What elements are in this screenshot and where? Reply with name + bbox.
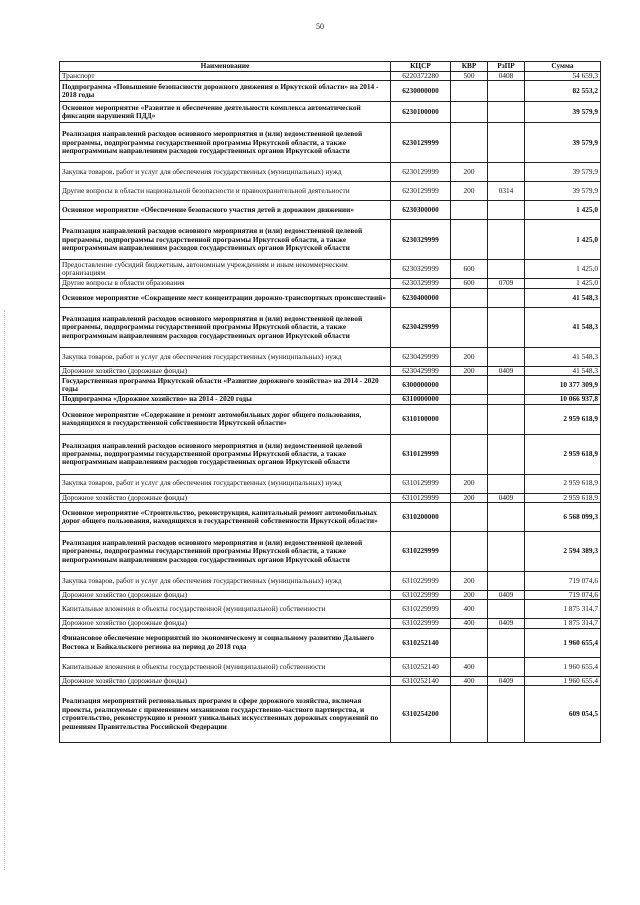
table-row <box>60 474 601 493</box>
table-cell-kvr <box>451 532 488 572</box>
table-cell-kvr <box>451 102 488 123</box>
table-cell-rzpr <box>488 163 525 182</box>
table-row <box>60 434 601 474</box>
table-cell-kvr: 500 <box>451 72 488 81</box>
table-row <box>60 591 601 600</box>
table-cell-kvr: 200 <box>451 182 488 201</box>
table-cell-rzpr <box>488 376 525 395</box>
table-cell-sum: 39 579,9 <box>525 163 601 182</box>
table-cell-name: Основное мероприятие «Развитие и обеспечение деятельности комплекса автоматической фиксации нарушений ПДД» <box>60 102 391 123</box>
table-cell-name: Закупка товаров, работ и услуг для обеспечения государственных (муниципальных) нужд <box>60 163 391 182</box>
table-cell-name: Другие вопросы в области национальной безопасности и правоохранительной деятельности <box>60 182 391 201</box>
table-row <box>60 366 601 375</box>
table-cell-rzpr <box>488 628 525 657</box>
table-cell-rzpr <box>488 260 525 279</box>
table-cell-rzpr <box>488 434 525 474</box>
table-cell-kcsr: 6230429999 <box>391 307 451 347</box>
table-row <box>60 220 601 260</box>
table-cell-kvr: 200 <box>451 572 488 591</box>
table-cell-kvr <box>451 307 488 347</box>
table-cell-rzpr <box>488 102 525 123</box>
table-row <box>60 260 601 279</box>
table-cell-name: Подпрограмма «Повышение безопасности дорожного движения в Иркутской области» на 2014 - 2018 годы <box>60 81 391 102</box>
table-cell-name: Дорожное хозяйство (дорожные фонды) <box>60 676 391 685</box>
table-cell-kcsr: 6310229999 <box>391 572 451 591</box>
table-cell-kvr <box>451 123 488 163</box>
table-cell-name: Дорожное хозяйство (дорожные фонды) <box>60 591 391 600</box>
table-cell-sum: 609 054,5 <box>525 686 601 743</box>
table-row <box>60 123 601 163</box>
table-cell-kcsr: 6310129999 <box>391 434 451 474</box>
table-cell-rzpr <box>488 572 525 591</box>
table-cell-kcsr: 6230129999 <box>391 123 451 163</box>
table-cell-sum: 1 875 314,7 <box>525 600 601 619</box>
table-row <box>60 72 601 81</box>
header-rzpr: РзПР <box>488 62 525 72</box>
table-cell-rzpr: 0314 <box>488 182 525 201</box>
page-number: 50 <box>316 22 324 31</box>
table-row <box>60 686 601 743</box>
table-cell-kvr <box>451 503 488 532</box>
table-cell-sum: 2 959 618,9 <box>525 493 601 502</box>
table-cell-rzpr <box>488 532 525 572</box>
table-row <box>60 376 601 395</box>
table-cell-rzpr <box>488 600 525 619</box>
table-cell-kcsr: 6230329999 <box>391 260 451 279</box>
table-cell-name: Реализация направлений расходов основного мероприятия и (или) ведомственной целевой программы, подпрограммы государственной программы Иркутской области, а также непрограммным направлениям расходов государственных органов Иркутской области <box>60 123 391 163</box>
table-row <box>60 395 601 404</box>
table-cell-kvr: 200 <box>451 493 488 502</box>
table-cell-name: Капитальные вложения в объекты государственной (муниципальной) собственности <box>60 600 391 619</box>
table-cell-rzpr: 0409 <box>488 676 525 685</box>
table-cell-rzpr: 0408 <box>488 72 525 81</box>
table-row <box>60 493 601 502</box>
table-cell-name: Реализация направлений расходов основного мероприятия и (или) ведомственной целевой программы, подпрограммы государственной программы Иркутской области, а также непрограммным направлениям расходов государственных органов Иркутской области <box>60 220 391 260</box>
table-cell-kvr <box>451 376 488 395</box>
table-cell-rzpr <box>488 201 525 220</box>
table-cell-name: Реализация направлений расходов основного мероприятия и (или) ведомственной целевой программы, подпрограммы государственной программы Иркутской области, а также непрограммным направлениям расходов государственных органов Иркутской области <box>60 307 391 347</box>
table-cell-rzpr <box>488 347 525 366</box>
table-cell-kvr <box>451 686 488 743</box>
table-cell-name: Дорожное хозяйство (дорожные фонды) <box>60 366 391 375</box>
table-cell-kcsr: 6230329999 <box>391 220 451 260</box>
table-cell-name: Финансовое обеспечение мероприятий по экономическому и социальному развитию Дальнего Востока и Байкальского региона на период до 2018 года <box>60 628 391 657</box>
table-cell-name: Капитальные вложения в объекты государственной (муниципальной) собственности <box>60 657 391 676</box>
table-cell-name: Дорожное хозяйство (дорожные фонды) <box>60 619 391 628</box>
table-cell-kcsr: 6300000000 <box>391 376 451 395</box>
table-row <box>60 532 601 572</box>
table-cell-sum: 1 425,0 <box>525 220 601 260</box>
table-header-row <box>60 62 601 72</box>
table-cell-sum: 39 579,9 <box>525 182 601 201</box>
table-cell-rzpr <box>488 657 525 676</box>
table-cell-rzpr <box>488 123 525 163</box>
table-cell-kcsr: 6310252140 <box>391 628 451 657</box>
table-cell-sum: 1 425,0 <box>525 260 601 279</box>
table-cell-kcsr: 6230100000 <box>391 102 451 123</box>
table-row <box>60 676 601 685</box>
table-row <box>60 279 601 288</box>
table-cell-sum: 1 960 655,4 <box>525 657 601 676</box>
table-cell-kcsr: 6310129999 <box>391 474 451 493</box>
table-cell-kcsr: 6230000000 <box>391 81 451 102</box>
table-cell-name: Реализация направлений расходов основного мероприятия и (или) ведомственной целевой программы, подпрограммы государственной программы Иркутской области, а также непрограммным направлениям расходов государственных органов Иркутской области <box>60 434 391 474</box>
table-cell-sum: 719 074,6 <box>525 591 601 600</box>
table-cell-kcsr: 6310252140 <box>391 657 451 676</box>
table-cell-rzpr <box>488 288 525 307</box>
table-row <box>60 628 601 657</box>
table-cell-rzpr: 0409 <box>488 493 525 502</box>
table-row <box>60 503 601 532</box>
table-cell-kvr: 400 <box>451 657 488 676</box>
table-row <box>60 307 601 347</box>
table-cell-kcsr: 6230300000 <box>391 201 451 220</box>
table-cell-sum: 39 579,9 <box>525 102 601 123</box>
table-cell-rzpr: 0409 <box>488 366 525 375</box>
table-cell-rzpr <box>488 686 525 743</box>
table-row <box>60 600 601 619</box>
table-cell-kcsr: 6230400000 <box>391 288 451 307</box>
table-row <box>60 404 601 434</box>
table-cell-kvr <box>451 395 488 404</box>
table-cell-sum: 2 959 618,9 <box>525 434 601 474</box>
table-cell-kcsr: 6310252140 <box>391 676 451 685</box>
table-cell-name: Предоставление субсидий бюджетным, автономным учреждениям и иным некоммерческим организациям <box>60 260 391 279</box>
table-cell-rzpr: 0409 <box>488 591 525 600</box>
table-row <box>60 163 601 182</box>
table-cell-kvr <box>451 434 488 474</box>
table-cell-name: Закупка товаров, работ и услуг для обеспечения государственных (муниципальных) нужд <box>60 347 391 366</box>
table-row <box>60 102 601 123</box>
table-cell-kvr: 400 <box>451 600 488 619</box>
table-cell-kvr: 200 <box>451 474 488 493</box>
table-cell-sum: 54 659,3 <box>525 72 601 81</box>
table-cell-rzpr <box>488 503 525 532</box>
table-row <box>60 619 601 628</box>
table-cell-kcsr: 6310229999 <box>391 600 451 619</box>
table-cell-name: Другие вопросы в области образования <box>60 279 391 288</box>
table-cell-name: Основное мероприятие «Обеспечение безопасного участия детей в дорожном движении» <box>60 201 391 220</box>
table-cell-name: Закупка товаров, работ и услуг для обеспечения государственных (муниципальных) нужд <box>60 474 391 493</box>
table-cell-name: Дорожное хозяйство (дорожные фонды) <box>60 493 391 502</box>
table-cell-sum: 2 594 389,3 <box>525 532 601 572</box>
table-cell-name: Основное мероприятие «Содержание и ремонт автомобильных дорог общего пользования, находящихся в государственной собственности Иркутской области» <box>60 404 391 434</box>
table-cell-name: Основное мероприятие «Сокращение мест концентрации дорожно-транспортных происшествий» <box>60 288 391 307</box>
table-cell-kcsr: 6230429999 <box>391 347 451 366</box>
table-cell-sum: 41 548,3 <box>525 307 601 347</box>
table-cell-kvr: 600 <box>451 260 488 279</box>
header-name: Наименование <box>60 62 391 72</box>
table-cell-rzpr <box>488 81 525 102</box>
table-cell-name: Транспорт <box>60 72 391 81</box>
table-cell-name: Основное мероприятие «Строительство, реконструкция, капитальный ремонт автомобильных дорог общего пользования, находящихся в государственной собственности Иркутской области» <box>60 503 391 532</box>
table-cell-kvr: 200 <box>451 366 488 375</box>
table-cell-sum: 1 875 314,7 <box>525 619 601 628</box>
table-cell-kcsr: 6230129999 <box>391 182 451 201</box>
table-cell-kcsr: 6310229999 <box>391 532 451 572</box>
table-row <box>60 572 601 591</box>
table-cell-name: Государственная программа Иркутской области «Развитие дорожного хозяйства» на 2014 - 2020 годы <box>60 376 391 395</box>
table-cell-kcsr: 6310000000 <box>391 395 451 404</box>
table-cell-kvr <box>451 628 488 657</box>
table-cell-kcsr: 6310100000 <box>391 404 451 434</box>
table-cell-rzpr <box>488 404 525 434</box>
table-cell-kvr: 600 <box>451 279 488 288</box>
table-cell-kvr: 200 <box>451 591 488 600</box>
table-cell-rzpr <box>488 395 525 404</box>
table-cell-kvr: 200 <box>451 163 488 182</box>
table-cell-sum: 1 960 655,4 <box>525 628 601 657</box>
table-cell-kcsr: 6220372280 <box>391 72 451 81</box>
table-cell-sum: 10 377 309,9 <box>525 376 601 395</box>
header-kcsr: КЦСР <box>391 62 451 72</box>
table-cell-sum: 1 425,0 <box>525 279 601 288</box>
table-cell-sum: 2 959 618,9 <box>525 404 601 434</box>
table-cell-kvr <box>451 404 488 434</box>
table-cell-sum: 6 568 099,3 <box>525 503 601 532</box>
table-cell-kvr <box>451 288 488 307</box>
budget-table-container <box>59 61 600 743</box>
table-cell-kvr: 200 <box>451 347 488 366</box>
table-cell-sum: 10 066 937,8 <box>525 395 601 404</box>
table-cell-kcsr: 6230429999 <box>391 366 451 375</box>
table-body <box>60 72 601 743</box>
table-cell-kvr: 400 <box>451 619 488 628</box>
table-cell-kcsr: 6310129999 <box>391 493 451 502</box>
margin-scan-artifact <box>4 310 7 870</box>
table-row <box>60 347 601 366</box>
table-cell-kvr <box>451 220 488 260</box>
budget-table <box>59 61 601 743</box>
table-cell-sum: 1 960 655,4 <box>525 676 601 685</box>
table-cell-kvr <box>451 201 488 220</box>
table-row <box>60 81 601 102</box>
table-cell-sum: 719 074,6 <box>525 572 601 591</box>
header-sum: Сумма <box>525 62 601 72</box>
table-row <box>60 201 601 220</box>
table-cell-sum: 2 959 618,9 <box>525 474 601 493</box>
table-cell-sum: 1 425,0 <box>525 201 601 220</box>
table-cell-sum: 39 579,9 <box>525 123 601 163</box>
table-cell-name: Реализация мероприятий региональных программ в сфере дорожного хозяйства, включая проекты, реализуемые с применением механизмов государственно-частного партнерства, и строительство, реконструкцию и ремонт уникальных искусственных дорожных сооружений по решениям Правительства Российской Федерации <box>60 686 391 743</box>
table-cell-sum: 41 548,3 <box>525 288 601 307</box>
table-cell-kcsr: 6310229999 <box>391 591 451 600</box>
table-cell-rzpr <box>488 474 525 493</box>
table-cell-name: Подпрограмма «Дорожное хозяйство» на 2014 - 2020 годы <box>60 395 391 404</box>
table-cell-name: Реализация направлений расходов основного мероприятия и (или) ведомственной целевой программы, подпрограммы государственной программы Иркутской области, а также непрограммным направлениям расходов государственных органов Иркутской области <box>60 532 391 572</box>
table-cell-rzpr <box>488 220 525 260</box>
table-cell-rzpr <box>488 307 525 347</box>
header-kvr: КВР <box>451 62 488 72</box>
table-row <box>60 657 601 676</box>
table-row <box>60 288 601 307</box>
table-cell-kcsr: 6310229999 <box>391 619 451 628</box>
table-cell-sum: 41 548,3 <box>525 366 601 375</box>
table-cell-kvr: 400 <box>451 676 488 685</box>
table-cell-kcsr: 6310200000 <box>391 503 451 532</box>
table-cell-sum: 41 548,3 <box>525 347 601 366</box>
table-cell-kcsr: 6310254200 <box>391 686 451 743</box>
table-cell-kcsr: 6230129999 <box>391 163 451 182</box>
table-cell-sum: 82 553,2 <box>525 81 601 102</box>
table-cell-kcsr: 6230329999 <box>391 279 451 288</box>
table-cell-kvr <box>451 81 488 102</box>
table-cell-rzpr: 0709 <box>488 279 525 288</box>
table-row <box>60 182 601 201</box>
table-cell-name: Закупка товаров, работ и услуг для обеспечения государственных (муниципальных) нужд <box>60 572 391 591</box>
table-cell-rzpr: 0409 <box>488 619 525 628</box>
